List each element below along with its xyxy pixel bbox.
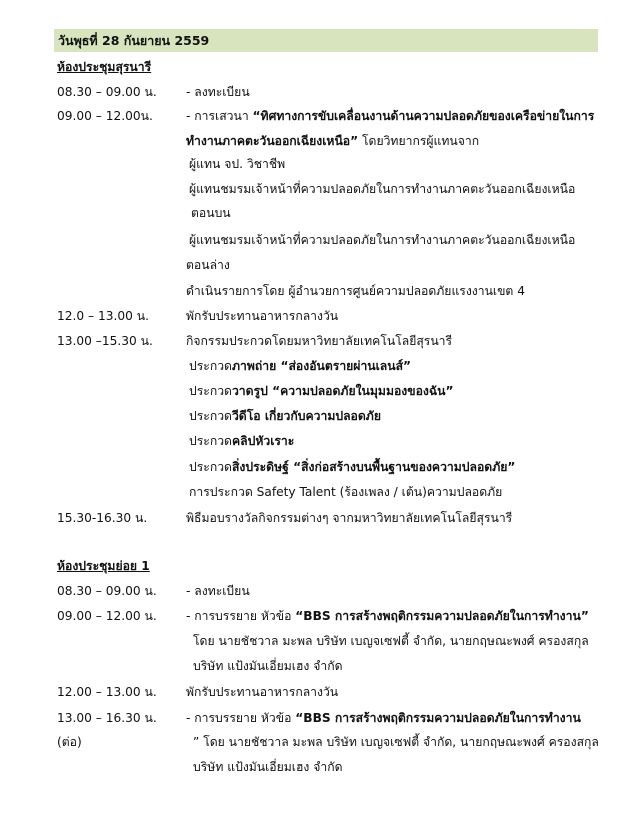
contest-1-title: ภาพถ่าย “ส่องอันตรายผ่านเลนส์” xyxy=(231,359,412,373)
room1-r2-topic-a: “ทิศทางการขับเคลื่อนงานด้านความปลอดภัยของเครือข่ายในการ xyxy=(252,109,595,123)
room2-r1-time: 08.30 – 09.00 น. xyxy=(57,584,157,598)
room1-r2-time: 09.00 – 12.00น. xyxy=(57,109,153,123)
room1-contest-1 xyxy=(189,355,411,377)
room1-contest-4 xyxy=(189,430,294,452)
room1-r2-pre: - การเสวนา xyxy=(186,109,253,123)
contest-5-prefix: ประกวด xyxy=(189,460,232,474)
room1-r2-panelist-3b: ตอนล่าง xyxy=(186,258,230,272)
room2-r3-time: 12.00 – 13.00 น. xyxy=(57,685,157,699)
room2-r2-speakers-a: โดย นายชัชวาล มะพล บริษัท เบญจเซฟตี้ จำกัด, นายกฤษณะพงศ์ ครองสกุล xyxy=(193,634,589,648)
room1-r3-text: พักรับประทานอาหารกลางวัน xyxy=(186,309,339,323)
room2-r2-time: 09.00 – 12.00 น. xyxy=(57,609,157,623)
room1-r5-text: พิธีมอบรางวัลกิจกรรมต่างๆ จากมหาวิทยาลัยเทคโนโลยีสุรนารี xyxy=(186,511,513,525)
contest-3-title: วีดีโอ เกี่ยวกับความปลอดภัย xyxy=(231,409,381,423)
room1-r1-time: 08.30 – 09.00 น. xyxy=(57,85,157,99)
room1-r2-panelist-2a: ผู้แทนชมรมเจ้าหน้าที่ความปลอดภัยในการทำงานภาคตะวันออกเฉียงเหนือ xyxy=(189,182,576,196)
contest-3-prefix: ประกวด xyxy=(189,409,232,423)
room2-r4-topic: “BBS การสร้างพฤติกรรมความปลอดภัยในการทำงาน xyxy=(295,711,581,725)
room1-r5-time: 15.30-16.30 น. xyxy=(57,511,148,525)
room1-contest-5 xyxy=(189,456,515,478)
room1-r2-panelist-2b: ตอนบน xyxy=(191,206,231,220)
room2-r4-time: 13.00 – 16.30 น. xyxy=(57,711,157,725)
room1-r2-panelist-3a: ผู้แทนชมรมเจ้าหน้าที่ความปลอดภัยในการทำงานภาคตะวันออกเฉียงเหนือ xyxy=(189,233,576,247)
room1-r4-time: 13.00 –15.30 น. xyxy=(57,334,153,348)
contest-2-prefix: ประกวด xyxy=(189,384,232,398)
room1-r2-line1 xyxy=(186,105,594,127)
room2-title: ห้องประชุมย่อย 1 xyxy=(57,559,150,573)
room2-r4-speakers-b: บริษัท แป้งมันเอี่ยมเฮง จำกัด xyxy=(193,760,343,774)
room2-r4-speakers-a: ” โดย นายชัชวาล มะพล บริษัท เบญจเซฟตี้ จำกัด, นายกฤษณะพงศ์ ครองสกุล xyxy=(193,735,599,749)
room1-r2-panelist-1: ผู้แทน จป. วิชาชีพ xyxy=(189,157,286,171)
room2-r2-speakers-b: บริษัท แป้งมันเอี่ยมเฮง จำกัด xyxy=(193,659,343,673)
room2-r1-text: - ลงทะเบียน xyxy=(186,584,250,598)
room2-r3-text: พักรับประทานอาหารกลางวัน xyxy=(186,685,339,699)
contest-5-title: สิ่งประดิษฐ์ “สิ่งก่อสร้างบนพื้นฐานของความปลอดภัย” xyxy=(231,460,516,474)
room1-contest-6: การประกวด Safety Talent (ร้องเพลง / เต้น)ความปลอดภัย xyxy=(189,485,503,499)
contest-4-title: คลิปหัวเราะ xyxy=(231,434,295,448)
room1-title: ห้องประชุมสุรนารี xyxy=(57,60,152,74)
contest-4-prefix: ประกวด xyxy=(189,434,232,448)
room1-r1-text: - ลงทะเบียน xyxy=(186,85,250,99)
room1-contest-2 xyxy=(189,380,454,402)
room2-r4-line1 xyxy=(186,707,581,729)
date-header: วันพุธที่ 28 กันยายน 2559 xyxy=(54,29,598,52)
room2-r2-pre: - การบรรยาย หัวข้อ xyxy=(186,609,296,623)
room2-r2-topic: “BBS การสร้างพฤติกรรมความปลอดภัยในการทำงาน” xyxy=(295,609,589,623)
room1-contest-3 xyxy=(189,405,381,427)
room1-r4-text: กิจกรรมประกวดโดยมหาวิทยาลัยเทคโนโลยีสุรนารี xyxy=(186,334,453,348)
room2-r4-continued: (ต่อ) xyxy=(57,735,82,749)
contest-2-title: วาดรูป “ความปลอดภัยในมุมมองของฉัน” xyxy=(231,384,454,398)
room2-r4-pre: - การบรรยาย หัวข้อ xyxy=(186,711,296,725)
room1-r3-time: 12.0 – 13.00 น. xyxy=(57,309,149,323)
room1-r2-topic-b: ทำงานภาคตะวันออกเฉียงเหนือ” xyxy=(186,134,359,148)
room2-r2-line1 xyxy=(186,605,589,627)
contest-1-prefix: ประกวด xyxy=(189,359,232,373)
room1-r2-topic-b-suffix: โดยวิทยากรผู้แทนจาก xyxy=(358,134,480,148)
room1-r2-line2 xyxy=(186,130,479,152)
room1-r2-moderator: ดำเนินรายการโดย ผู้อำนวยการศูนย์ความปลอดภัยแรงงานเขต 4 xyxy=(186,284,525,298)
